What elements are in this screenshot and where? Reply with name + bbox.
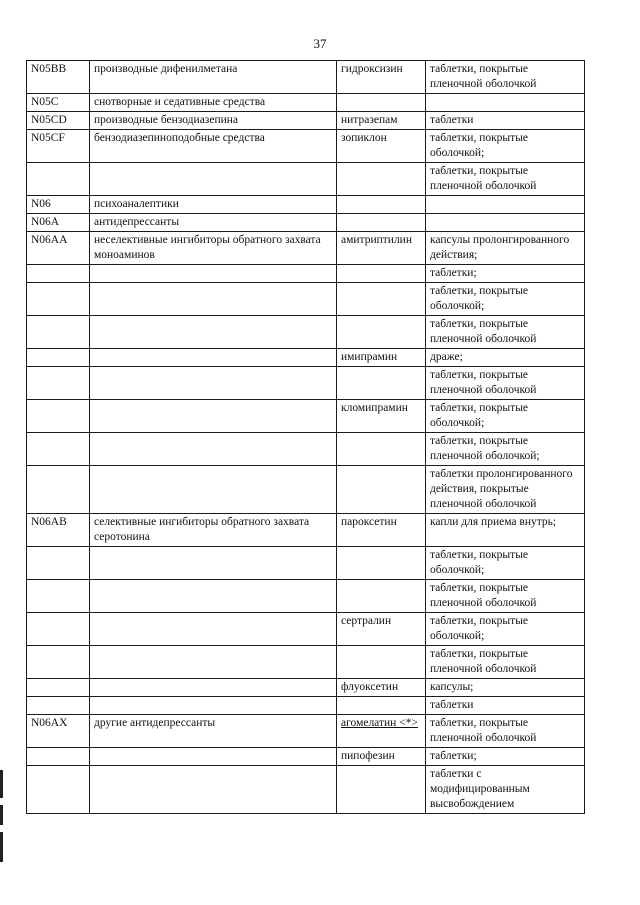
dosage-form: капсулы; xyxy=(426,679,585,697)
atc-code: N05CD xyxy=(27,112,90,130)
atc-code: N06AX xyxy=(27,715,90,748)
group-name xyxy=(90,265,337,283)
table-row xyxy=(27,130,585,163)
table-row xyxy=(27,646,585,679)
atc-code xyxy=(27,349,90,367)
group-name xyxy=(90,748,337,766)
group-name: антидепрессанты xyxy=(90,214,337,232)
drug-name xyxy=(337,265,426,283)
drug-name xyxy=(337,697,426,715)
table-row xyxy=(27,748,585,766)
table-row xyxy=(27,715,585,748)
drug-name xyxy=(337,646,426,679)
drug-name xyxy=(337,367,426,400)
group-name xyxy=(90,316,337,349)
dosage-form: таблетки с модифицированным высвобождением xyxy=(426,766,585,814)
drug-name xyxy=(337,547,426,580)
group-name xyxy=(90,349,337,367)
table-row xyxy=(27,349,585,367)
dosage-form: таблетки, покрытые оболочкой; xyxy=(426,547,585,580)
page-number: 37 xyxy=(313,36,327,51)
table-row xyxy=(27,679,585,697)
drug-name xyxy=(337,766,426,814)
dosage-form: таблетки, покрытые оболочкой; xyxy=(426,283,585,316)
drug-name: сертралин xyxy=(337,613,426,646)
table-row xyxy=(27,367,585,400)
group-name: производные дифенилметана xyxy=(90,61,337,94)
atc-code xyxy=(27,367,90,400)
scan-edge-mark xyxy=(0,832,3,862)
atc-code xyxy=(27,316,90,349)
dosage-form: драже; xyxy=(426,349,585,367)
dosage-form: таблетки, покрытые пленочной оболочкой xyxy=(426,715,585,748)
drug-name xyxy=(337,466,426,514)
drug-name-link[interactable]: агомелатин <*> xyxy=(337,715,426,748)
drug-name: кломипрамин xyxy=(337,400,426,433)
atc-code: N05BB xyxy=(27,61,90,94)
table-row xyxy=(27,112,585,130)
table-row xyxy=(27,766,585,814)
table-row xyxy=(27,61,585,94)
dosage-form xyxy=(426,196,585,214)
scan-edge-mark xyxy=(0,805,3,825)
table-row xyxy=(27,400,585,433)
group-name: неселективные ингибиторы обратного захвата моноаминов xyxy=(90,232,337,265)
group-name xyxy=(90,367,337,400)
group-name xyxy=(90,547,337,580)
atc-code: N06AA xyxy=(27,232,90,265)
table-row xyxy=(27,514,585,547)
drug-name: зопиклон xyxy=(337,130,426,163)
drug-name xyxy=(337,283,426,316)
group-name xyxy=(90,679,337,697)
drug-name: пипофезин xyxy=(337,748,426,766)
group-name xyxy=(90,466,337,514)
atc-code xyxy=(27,283,90,316)
atc-code xyxy=(27,748,90,766)
group-name xyxy=(90,433,337,466)
table-row xyxy=(27,214,585,232)
atc-code: N06AB xyxy=(27,514,90,547)
dosage-form: таблетки, покрытые пленочной оболочкой xyxy=(426,163,585,196)
table-row xyxy=(27,433,585,466)
dosage-form: таблетки xyxy=(426,112,585,130)
atc-code: N06 xyxy=(27,196,90,214)
scan-edge-mark xyxy=(0,770,3,798)
atc-code xyxy=(27,613,90,646)
group-name xyxy=(90,400,337,433)
drug-name xyxy=(337,214,426,232)
table-row xyxy=(27,316,585,349)
table-row xyxy=(27,580,585,613)
table-row xyxy=(27,613,585,646)
table-row xyxy=(27,547,585,580)
dosage-form: таблетки, покрытые пленочной оболочкой xyxy=(426,316,585,349)
table-row xyxy=(27,163,585,196)
drug-table xyxy=(26,60,585,814)
drug-name: флуоксетин xyxy=(337,679,426,697)
group-name xyxy=(90,697,337,715)
atc-code: N05CF xyxy=(27,130,90,163)
dosage-form: таблетки, покрытые пленочной оболочкой xyxy=(426,61,585,94)
group-name xyxy=(90,646,337,679)
group-name: снотворные и седативные средства xyxy=(90,94,337,112)
dosage-form: таблетки, покрытые пленочной оболочкой; xyxy=(426,433,585,466)
dosage-form: таблетки, покрытые пленочной оболочкой xyxy=(426,646,585,679)
drug-name xyxy=(337,196,426,214)
atc-code xyxy=(27,766,90,814)
atc-code xyxy=(27,433,90,466)
table-row xyxy=(27,697,585,715)
atc-code xyxy=(27,265,90,283)
atc-code xyxy=(27,580,90,613)
atc-code xyxy=(27,466,90,514)
atc-code: N06A xyxy=(27,214,90,232)
atc-code xyxy=(27,400,90,433)
dosage-form: таблетки, покрытые пленочной оболочкой xyxy=(426,367,585,400)
table-row xyxy=(27,232,585,265)
dosage-form xyxy=(426,214,585,232)
table-row xyxy=(27,94,585,112)
atc-code xyxy=(27,547,90,580)
drug-name xyxy=(337,433,426,466)
atc-code xyxy=(27,697,90,715)
group-name: психоаналептики xyxy=(90,196,337,214)
dosage-form: таблетки; xyxy=(426,265,585,283)
group-name: производные бензодиазепина xyxy=(90,112,337,130)
group-name xyxy=(90,163,337,196)
atc-code: N05C xyxy=(27,94,90,112)
group-name xyxy=(90,580,337,613)
drug-name: амитриптилин xyxy=(337,232,426,265)
dosage-form: таблетки, покрытые оболочкой; xyxy=(426,130,585,163)
dosage-form: капсулы пролонгированного действия; xyxy=(426,232,585,265)
drug-name xyxy=(337,94,426,112)
table-row xyxy=(27,265,585,283)
dosage-form: таблетки; xyxy=(426,748,585,766)
atc-code xyxy=(27,646,90,679)
table-row xyxy=(27,466,585,514)
drug-name xyxy=(337,163,426,196)
table-row xyxy=(27,196,585,214)
drug-name xyxy=(337,580,426,613)
group-name xyxy=(90,283,337,316)
drug-name: нитразепам xyxy=(337,112,426,130)
dosage-form: таблетки, покрытые оболочкой; xyxy=(426,400,585,433)
drug-name: имипрамин xyxy=(337,349,426,367)
dosage-form: капли для приема внутрь; xyxy=(426,514,585,547)
group-name xyxy=(90,766,337,814)
dosage-form: таблетки пролонгированного действия, покрытые пленочной оболочкой xyxy=(426,466,585,514)
group-name: селективные ингибиторы обратного захвата серотонина xyxy=(90,514,337,547)
atc-code xyxy=(27,679,90,697)
atc-code xyxy=(27,163,90,196)
group-name xyxy=(90,613,337,646)
drug-name: пароксетин xyxy=(337,514,426,547)
group-name: другие антидепрессанты xyxy=(90,715,337,748)
drug-name xyxy=(337,316,426,349)
group-name: бензодиазепиноподобные средства xyxy=(90,130,337,163)
dosage-form: таблетки, покрытые пленочной оболочкой xyxy=(426,580,585,613)
drug-name: гидроксизин xyxy=(337,61,426,94)
dosage-form: таблетки, покрытые оболочкой; xyxy=(426,613,585,646)
table-row xyxy=(27,283,585,316)
dosage-form: таблетки xyxy=(426,697,585,715)
dosage-form xyxy=(426,94,585,112)
